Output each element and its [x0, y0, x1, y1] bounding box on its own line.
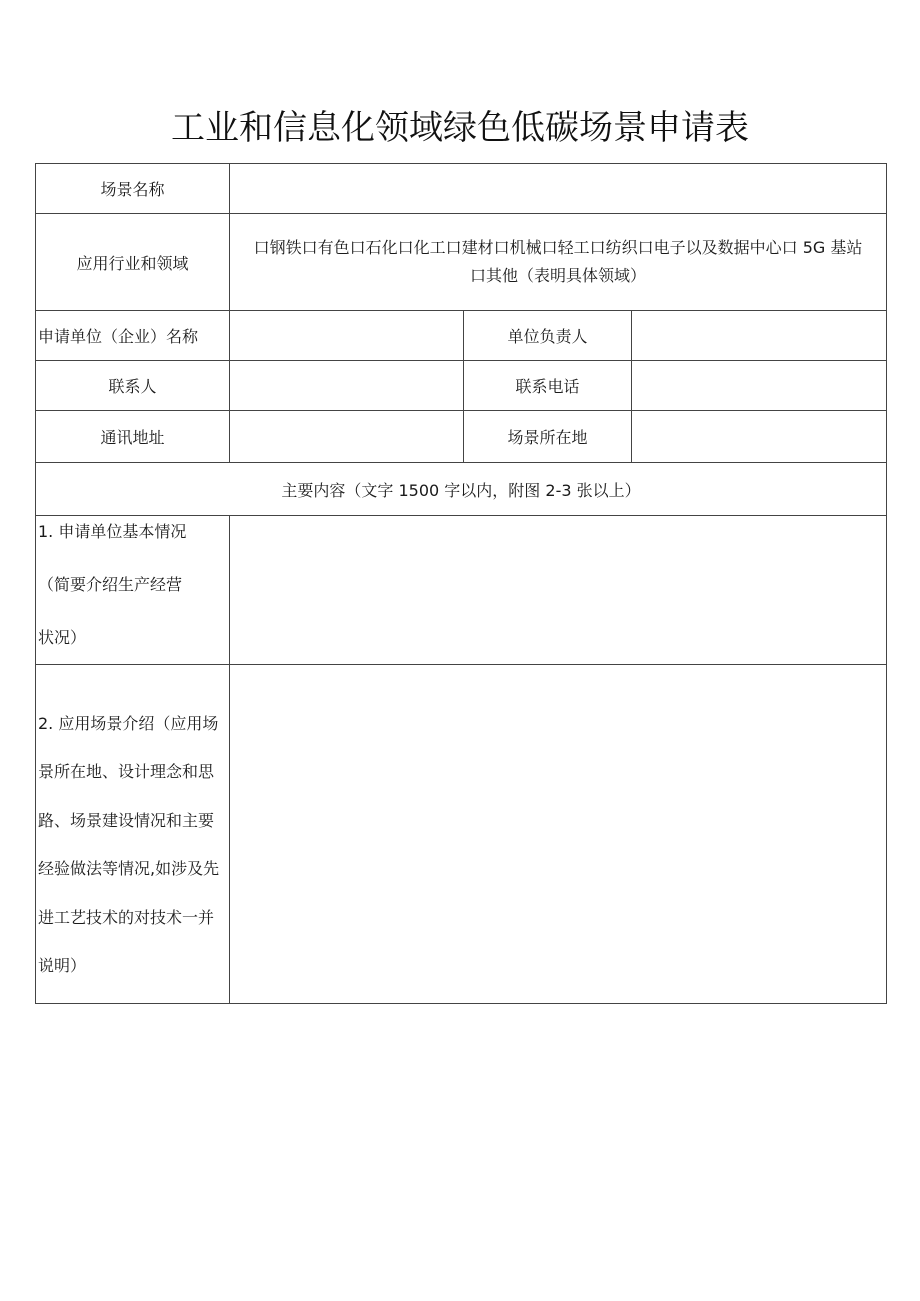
- section1-label: [36, 516, 230, 665]
- contact-label: 联系人: [36, 361, 230, 411]
- address-field[interactable]: [230, 411, 464, 463]
- phone-field[interactable]: [632, 361, 887, 411]
- section2-line-1: 2. 应用场景介绍（应用场: [38, 713, 219, 733]
- section1-line-2: （简要介绍生产经营: [38, 575, 183, 594]
- contact-field[interactable]: [230, 361, 464, 411]
- industry-label: 应用行业和领域: [36, 214, 230, 311]
- contact-row: [36, 361, 887, 411]
- industry-options-line1: 口钢铁口有色口石化口化工口建材口机械口轻工口纺织口电子以及数据中心口 5G 基站: [253, 238, 863, 257]
- main-content-header: 主要内容（文字 1500 字以内，附图 2-3 张以上）: [36, 463, 887, 516]
- section1-line-3: 状况）: [38, 628, 87, 647]
- section2-line-2: 景所在地、设计理念和思: [38, 762, 215, 781]
- location-field[interactable]: [632, 411, 887, 463]
- section2-field[interactable]: [230, 665, 887, 1004]
- industry-row: [36, 214, 887, 311]
- leader-label: 单位负责人: [464, 311, 632, 361]
- applicant-label: 申请单位（企业）名称: [36, 311, 230, 361]
- industry-options-line2: 口其他（表明具体领域）: [470, 266, 647, 285]
- applicant-row: [36, 311, 887, 361]
- application-form-table: [35, 163, 887, 1004]
- industry-options[interactable]: [230, 214, 887, 311]
- section2-row: [36, 665, 887, 1004]
- section2-line-5: 进工艺技术的对技术一并: [38, 907, 215, 927]
- section2-line-4: 经验做法等情况,如涉及先: [38, 859, 220, 878]
- scene-name-label: 场景名称: [36, 164, 230, 214]
- scene-name-row: [36, 164, 887, 214]
- section1-field[interactable]: [230, 516, 887, 665]
- leader-field[interactable]: [632, 311, 887, 361]
- page-title: 工业和信息化领域绿色低碳场景申请表: [171, 108, 749, 148]
- applicant-field[interactable]: [230, 311, 464, 361]
- section2-label: [36, 665, 230, 1004]
- address-row: [36, 411, 887, 463]
- section2-line-3: 路、场景建设情况和主要: [38, 810, 215, 830]
- scene-name-field[interactable]: [230, 164, 887, 214]
- address-label: 通讯地址: [36, 411, 230, 463]
- location-label: 场景所在地: [464, 411, 632, 463]
- phone-label: 联系电话: [464, 361, 632, 411]
- section2-line-6: 说明）: [38, 956, 87, 975]
- section1-line-1: 1. 申请单位基本情况: [38, 522, 187, 541]
- section1-row: [36, 516, 887, 665]
